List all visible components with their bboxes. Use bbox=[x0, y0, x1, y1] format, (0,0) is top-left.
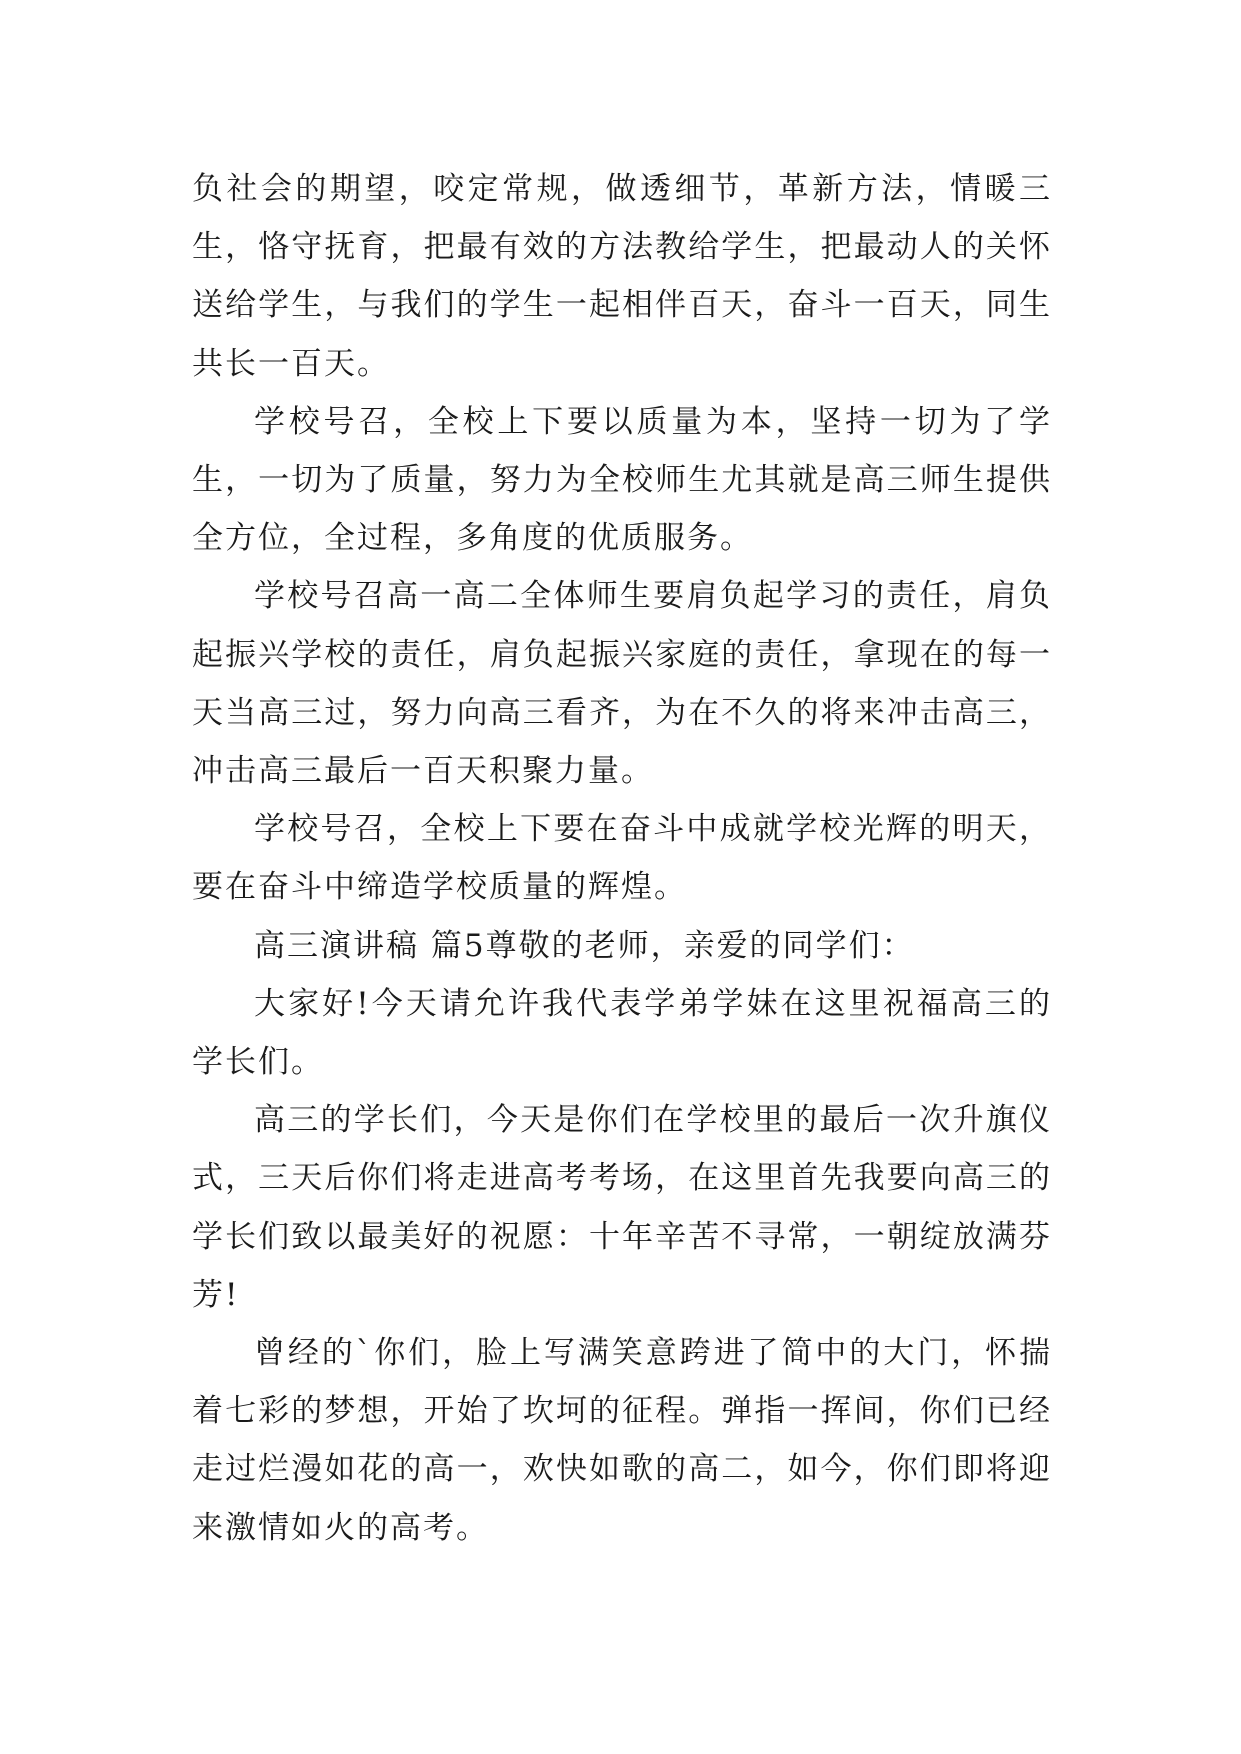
paragraph-4: 学校号召，全校上下要在奋斗中成就学校光辉的明天，要在奋斗中缔造学校质量的辉煌。 bbox=[192, 811, 1052, 906]
document-body bbox=[192, 160, 1052, 1557]
paragraph-6: 大家好!今天请允许我代表学弟学妹在这里祝福高三的学长们。 bbox=[192, 985, 1052, 1081]
paragraph-2: 学校号召，全校上下要以质量为本，坚持一切为了学生，一切为了质量，努力为全校师生尤其就是高三师生提供全方位，全过程，多角度的优质服务。 bbox=[192, 403, 1052, 557]
paragraph-3: 学校号召高一高二全体师生要肩负起学习的责任，肩负起振兴学校的责任，肩负起振兴家庭的责任，拿现在的每一天当高三过，努力向高三看齐，为在不久的将来冲击高三，冲击高三最后一百天积聚力量。 bbox=[192, 578, 1052, 790]
paragraph-7: 高三的学长们，今天是你们在学校里的最后一次升旗仪式，三天后你们将走进高考考场，在这里首先我要向高三的学长们致以最美好的祝愿：十年辛苦不寻常，一朝绽放满芬芳! bbox=[192, 1102, 1052, 1313]
paragraph-5-heading: 高三演讲稿 篇5尊敬的老师，亲爱的同学们： bbox=[254, 927, 915, 964]
paragraph-8: 曾经的`你们，脸上写满笑意跨进了简中的大门，怀揣着七彩的梦想，开始了坎坷的征程。弹指一挥间，你们已经走过烂漫如花的高一，欢快如歌的高二，如今，你们即将迎来激情如火的高考。 bbox=[192, 1335, 1052, 1546]
paragraph-1: 负社会的期望，咬定常规，做透细节，革新方法，情暖三生，恪守抚育，把最有效的方法教给学生，把最动人的关怀送给学生，与我们的学生一起相伴百天，奋斗一百天，同生共长一百天。 bbox=[192, 171, 1052, 382]
